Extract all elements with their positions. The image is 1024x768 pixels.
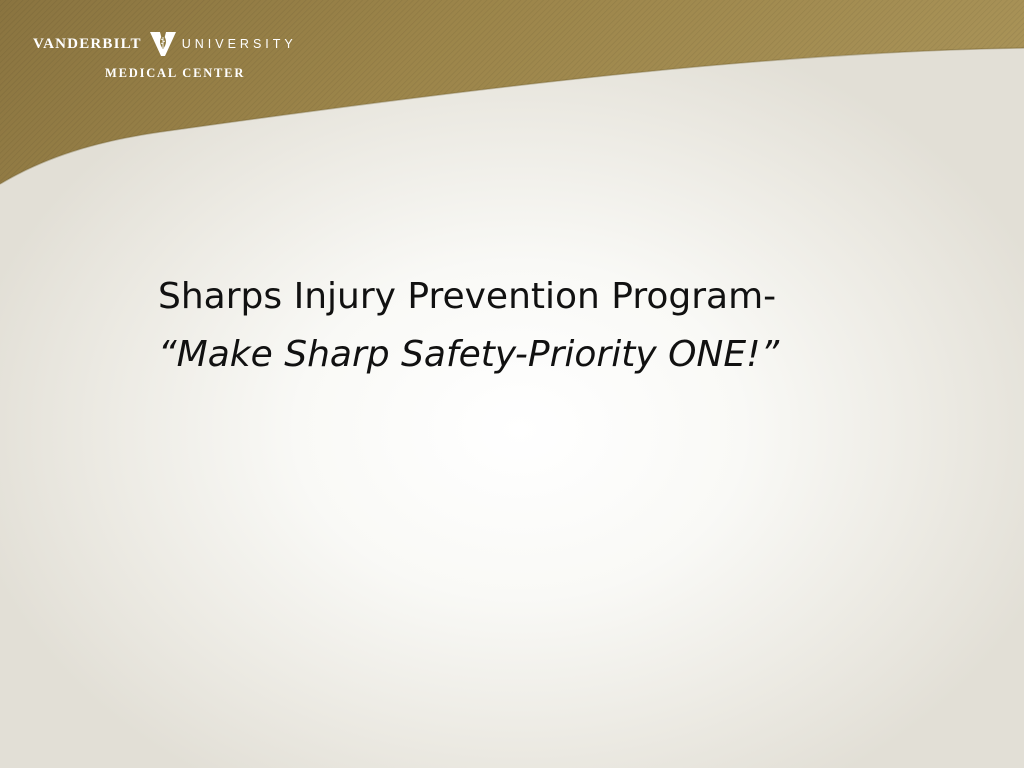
vanderbilt-v-oak-leaf-icon xyxy=(148,30,178,58)
vanderbilt-logo xyxy=(33,26,343,86)
logo-word-vanderbilt: VANDERBILT xyxy=(33,35,142,52)
logo-subtitle: MEDICAL CENTER xyxy=(105,66,246,80)
logo-word-university: UNIVERSITY xyxy=(181,37,297,51)
slide-title-line-2: “Make Sharp Safety-Priority ONE!” xyxy=(158,334,780,375)
slide-title xyxy=(158,268,918,384)
slide-title-line-1: Sharps Injury Prevention Program- xyxy=(158,276,777,317)
logo-wordmark xyxy=(33,32,297,56)
